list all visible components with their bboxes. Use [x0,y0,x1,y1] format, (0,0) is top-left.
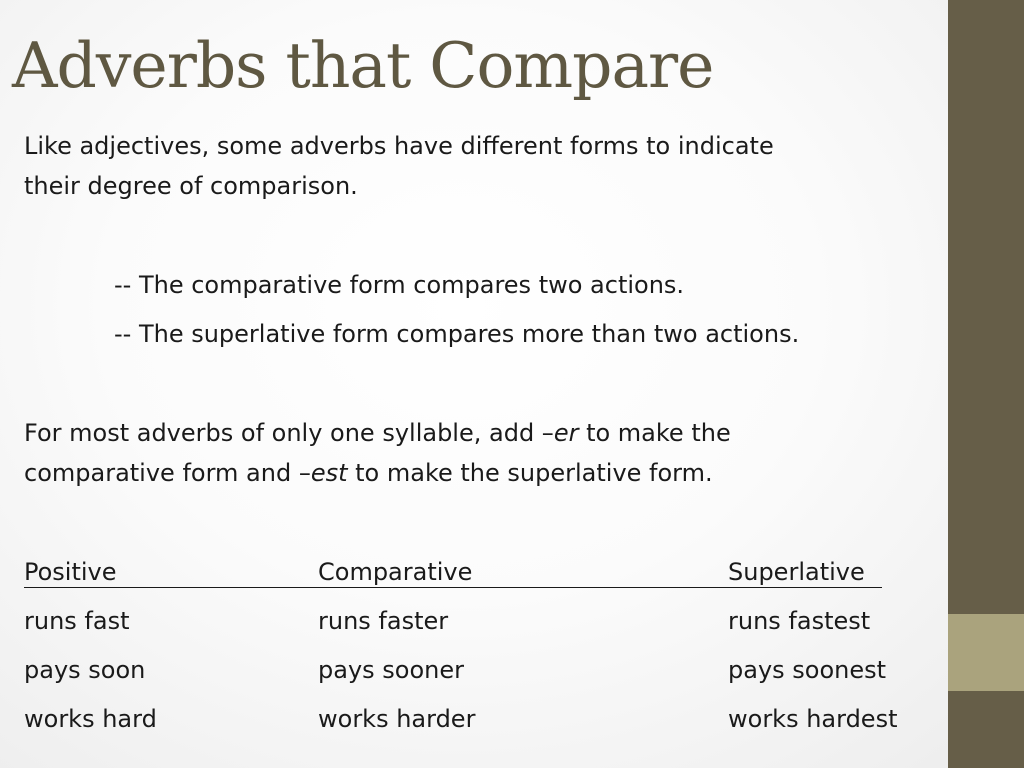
table-cell-comparative: runs faster [318,607,449,635]
rule-line-2 [24,453,731,493]
table-cell-positive: pays soon [24,656,146,684]
bullet-superlative: -- The superlative form compares more than two actions. [114,320,800,348]
bullet-comparative: -- The comparative form compares two actions. [114,271,685,299]
table-cell-positive: works hard [24,705,157,733]
table-cell-superlative: runs fastest [728,607,871,635]
intro-paragraph [24,126,774,206]
decorative-sidebar [948,0,1024,768]
intro-line-2: their degree of comparison. [24,172,358,200]
header-positive: Positive [24,558,117,586]
table-cell-comparative: pays sooner [318,656,464,684]
rule-line-1 [24,413,731,453]
rule-line-2-after: to make the superlative form. [347,459,713,487]
intro-line-1: Like adjectives, some adverbs have different forms to indicate [24,132,774,160]
header-superlative: Superlative [728,558,865,586]
rule-paragraph [24,413,731,493]
rule-suffix-er: er [553,419,579,447]
header-comparative: Comparative [318,558,473,586]
rule-line-2-before: comparative form and – [24,459,311,487]
slide-title: Adverbs that Compare [12,29,714,102]
rule-line-1-before: For most adverbs of only one syllable, add – [24,419,554,447]
rule-suffix-est: est [310,459,348,487]
rule-line-1-after: to make the [578,419,731,447]
sidebar-accent-block [948,614,1024,691]
table-cell-positive: runs fast [24,607,130,635]
table-cell-superlative: pays soonest [728,656,887,684]
table-cell-superlative: works hardest [728,705,898,733]
table-cell-comparative: works harder [318,705,476,733]
